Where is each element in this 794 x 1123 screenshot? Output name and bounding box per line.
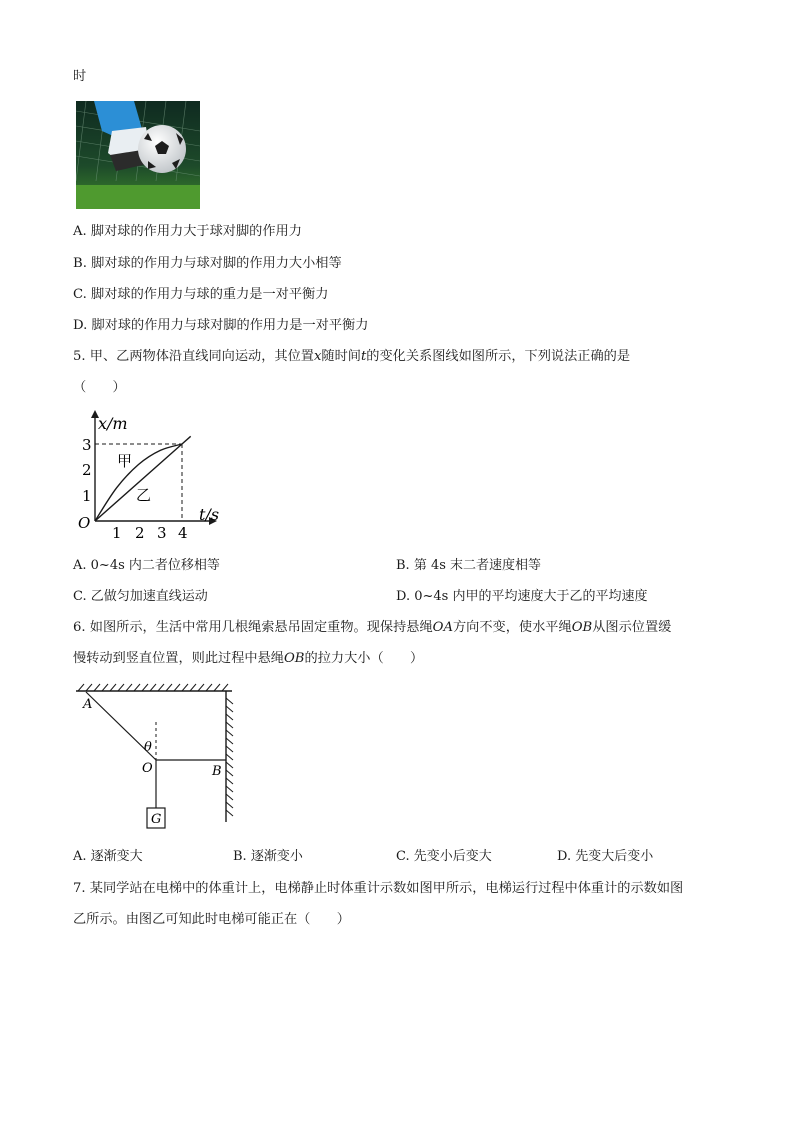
q5-option-d: D. 0~4s 内甲的平均速度大于乙的平均速度 [396, 589, 648, 604]
y-axis-label: x/m [98, 414, 128, 433]
x-tick-3: 3 [157, 524, 167, 542]
y-tick-3: 3 [82, 436, 92, 454]
q6-var-oa: OA [432, 620, 453, 635]
x-axis-label: t/s [199, 505, 220, 524]
curve-label-yi: 乙 [136, 486, 152, 504]
q5-stem [73, 348, 630, 366]
football-photo [76, 101, 200, 209]
q7-stem-line1: 7. 某同学站在电梯中的体重计上，电梯静止时体重计示数如图甲所示，电梯运行过程中体重计的示数如图 [73, 881, 684, 896]
q6-var-ob2: OB [284, 651, 305, 666]
label-b: B [212, 764, 222, 779]
q6-option-d: D. 先变大后变小 [557, 849, 654, 864]
q5-xt-graph [74, 408, 224, 546]
q5-stem-part2: 随时间 [321, 349, 361, 364]
continuation-text: 时 [73, 69, 87, 84]
q6-rope-diagram [70, 682, 245, 834]
q6-stem-line1 [73, 619, 671, 637]
q6-text-2: 方向不变，使水平绳 [453, 620, 572, 635]
q6-text-3: 从图示位置缓 [592, 620, 672, 635]
q5-stem-part1: 5. 甲、乙两物体沿直线同向运动，其位置 [73, 349, 314, 364]
x-tick-1: 1 [112, 524, 122, 542]
q6-option-b: B. 逐渐变小 [233, 849, 303, 864]
q5-option-a: A. 0~4s 内二者位移相等 [73, 558, 220, 573]
ceiling-hatching [78, 684, 228, 691]
x-tick-4: 4 [178, 524, 188, 542]
origin-label: O [78, 514, 91, 532]
q4-option-c: C. 脚对球的作用力与球的重力是一对平衡力 [73, 287, 329, 302]
label-g: G [151, 812, 162, 827]
q4-option-d: D. 脚对球的作用力与球对脚的作用力是一对平衡力 [73, 318, 369, 333]
label-theta: θ [144, 740, 152, 755]
q7-stem-line2: 乙所示。由图乙可知此时电梯可能正在（ ） [73, 912, 350, 927]
q5-option-b: B. 第 4s 末二者速度相等 [396, 558, 542, 573]
q5-option-c: C. 乙做匀加速直线运动 [73, 589, 208, 604]
q6-text-1: 6. 如图所示，生活中常用几根绳索悬吊固定重物。现保持悬绳 [73, 620, 433, 635]
q6-option-a: A. 逐渐变大 [73, 849, 143, 864]
q5-stem-part3: 的变化关系图线如图所示，下列说法正确的是 [366, 349, 631, 364]
q6-var-ob: OB [571, 620, 593, 635]
q6-option-c: C. 先变小后变大 [396, 849, 492, 864]
label-o: O [142, 761, 153, 776]
q6-text-5: 的拉力大小（ ） [304, 651, 424, 666]
q6-stem-line2 [73, 650, 423, 668]
wall-hatching [226, 698, 233, 816]
curve-label-jia: 甲 [117, 452, 133, 470]
q6-text-4: 慢转动到竖直位置，则此过程中悬绳 [73, 651, 284, 666]
y-tick-2: 2 [82, 461, 92, 479]
q5-var-x: x [313, 349, 322, 364]
x-tick-2: 2 [135, 524, 145, 542]
q5-var-t: t [360, 349, 367, 364]
q5-blank: （ ） [73, 380, 126, 395]
label-a: A [83, 697, 93, 712]
q4-option-b: B. 脚对球的作用力与球对脚的作用力大小相等 [73, 256, 342, 271]
series-yi-line [95, 436, 191, 521]
q4-option-a: A. 脚对球的作用力大于球对脚的作用力 [73, 224, 302, 239]
y-tick-1: 1 [82, 487, 92, 505]
